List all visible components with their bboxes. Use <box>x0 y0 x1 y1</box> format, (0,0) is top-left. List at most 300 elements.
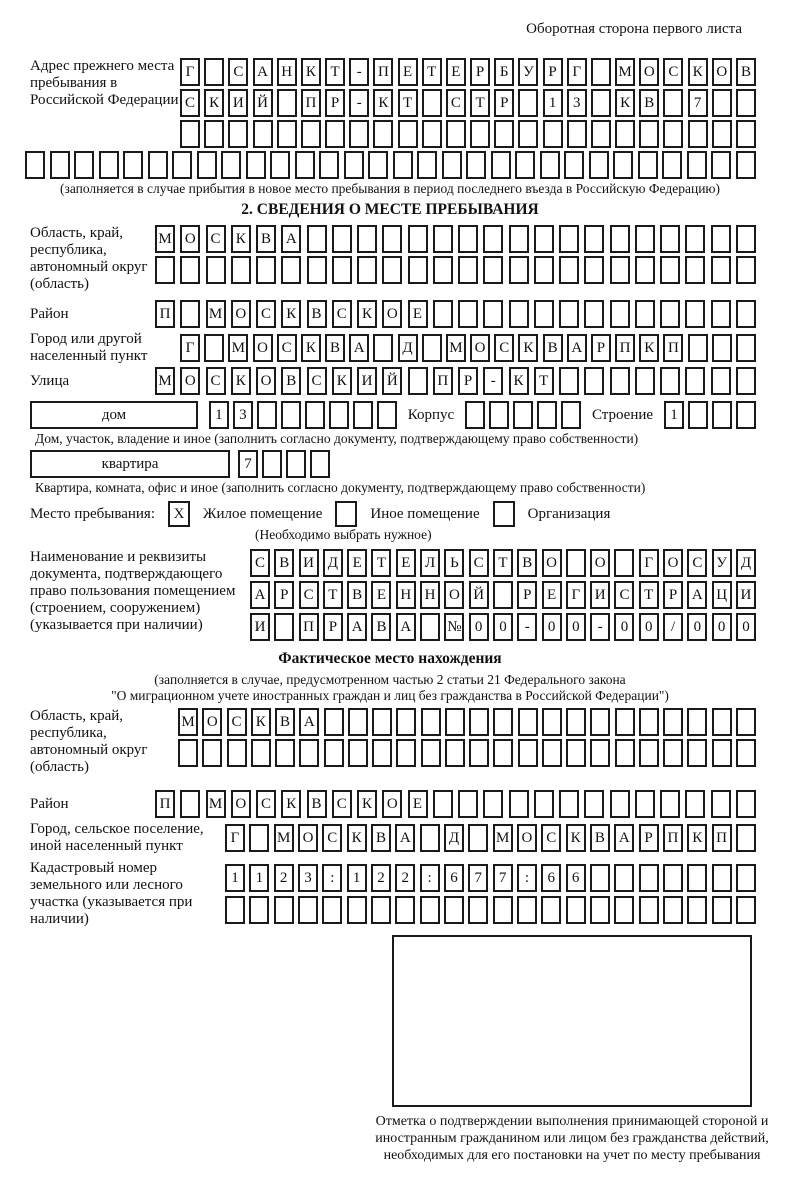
char-box <box>458 790 478 818</box>
actual-region-label: Область, край, республика, автономный округ (область) <box>30 708 148 775</box>
char-box <box>483 300 503 328</box>
char-box <box>518 120 538 148</box>
char-box: О <box>444 581 464 609</box>
char-box <box>433 256 453 284</box>
char-box <box>685 225 705 253</box>
char-box <box>493 896 513 924</box>
char-box: О <box>639 58 659 86</box>
char-box <box>687 151 707 179</box>
char-box <box>613 151 633 179</box>
char-box <box>534 225 554 253</box>
char-box <box>688 401 708 429</box>
char-box: А <box>614 824 634 852</box>
char-box <box>559 367 579 395</box>
char-box: М <box>155 367 175 395</box>
section2-title: 2. СВЕДЕНИЯ О МЕСТЕ ПРЕБЫВАНИЯ <box>241 201 539 218</box>
char-box <box>180 256 200 284</box>
char-box <box>204 120 224 148</box>
char-box <box>256 256 276 284</box>
char-box <box>324 739 344 767</box>
char-box: Р <box>458 367 478 395</box>
char-box <box>711 151 731 179</box>
char-box: Г <box>567 58 587 86</box>
char-box: Л <box>420 549 440 577</box>
char-box: К <box>357 790 377 818</box>
char-box: Д <box>398 334 418 362</box>
district-label: Район <box>30 305 69 322</box>
char-box: 3 <box>567 89 587 117</box>
char-box <box>465 401 485 429</box>
char-box: 6 <box>566 864 586 892</box>
stroenie-label: Строение <box>591 407 654 423</box>
char-box <box>518 739 538 767</box>
char-box <box>534 300 554 328</box>
char-box <box>635 300 655 328</box>
char-box <box>736 334 756 362</box>
document-row-1 <box>250 549 756 577</box>
char-box: И <box>228 89 248 117</box>
char-box: 1 <box>664 401 684 429</box>
char-box: Е <box>347 549 367 577</box>
char-box <box>348 739 368 767</box>
char-box <box>301 120 321 148</box>
char-box: С <box>687 549 707 577</box>
char-box <box>466 151 486 179</box>
char-box <box>253 120 273 148</box>
char-box <box>736 790 756 818</box>
char-box <box>228 120 248 148</box>
char-box: В <box>347 581 367 609</box>
char-box <box>442 151 462 179</box>
char-box: Е <box>542 581 562 609</box>
char-box: П <box>663 824 683 852</box>
confirmation-stamp-note: Отметка о подтверждении выполнения принимающей стороной и иностранным гражданином или лицом без гражданства действий, необходимых для его постановки на учет по месту пребывания <box>375 1114 769 1163</box>
char-box: Б <box>494 58 514 86</box>
char-box: К <box>357 300 377 328</box>
char-box <box>513 401 533 429</box>
char-box: О <box>202 708 222 736</box>
char-box <box>470 120 490 148</box>
char-box: С <box>256 300 276 328</box>
char-box: С <box>494 334 514 362</box>
char-box <box>396 739 416 767</box>
char-box <box>537 401 557 429</box>
stroenie-row <box>664 401 756 429</box>
char-box <box>483 256 503 284</box>
actual-district-label: Район <box>30 795 69 812</box>
char-box: А <box>281 225 301 253</box>
char-box: П <box>301 89 321 117</box>
char-box <box>444 896 464 924</box>
char-box: / <box>663 613 683 641</box>
char-box <box>332 225 352 253</box>
char-box: С <box>332 300 352 328</box>
char-box <box>564 151 584 179</box>
char-box <box>542 739 562 767</box>
char-box: 7 <box>688 89 708 117</box>
char-box <box>663 708 683 736</box>
char-box <box>373 120 393 148</box>
char-box <box>178 739 198 767</box>
char-box: О <box>231 790 251 818</box>
char-box: М <box>206 300 226 328</box>
char-box <box>206 256 226 284</box>
char-box <box>421 708 441 736</box>
char-box <box>736 401 756 429</box>
char-box <box>736 824 756 852</box>
char-box: С <box>299 581 319 609</box>
char-box <box>408 367 428 395</box>
char-box: Т <box>470 89 490 117</box>
char-box <box>614 896 634 924</box>
char-box: П <box>433 367 453 395</box>
char-box <box>685 367 705 395</box>
char-box <box>614 864 634 892</box>
actual-city-field <box>30 821 756 855</box>
char-box <box>687 864 707 892</box>
char-box <box>398 120 418 148</box>
char-box: С <box>322 824 342 852</box>
char-box: В <box>256 225 276 253</box>
char-box <box>736 225 756 253</box>
char-box: У <box>712 549 732 577</box>
char-box <box>180 120 200 148</box>
char-box: К <box>251 708 271 736</box>
char-box <box>639 120 659 148</box>
char-box <box>712 708 732 736</box>
apartment-cell-label: квартира <box>30 450 230 478</box>
prev-address-label: Адрес прежнего места пребывания в Российской Федерации <box>30 58 179 108</box>
char-box: С <box>250 549 270 577</box>
char-box: В <box>371 824 391 852</box>
char-box: - <box>517 613 537 641</box>
char-box <box>610 300 630 328</box>
char-box <box>231 256 251 284</box>
char-box <box>712 89 732 117</box>
char-box: С <box>206 225 226 253</box>
char-box <box>493 739 513 767</box>
house-number-row <box>209 401 397 429</box>
char-box: Е <box>408 300 428 328</box>
char-box <box>353 401 373 429</box>
char-box <box>566 708 586 736</box>
char-box <box>357 256 377 284</box>
char-box: В <box>590 824 610 852</box>
char-box <box>663 120 683 148</box>
char-box: Т <box>422 58 442 86</box>
char-box <box>660 225 680 253</box>
char-box: 7 <box>238 450 258 478</box>
region-label: Область, край, республика, автономный округ (область) <box>30 225 148 292</box>
char-box: 1 <box>225 864 245 892</box>
char-box <box>736 151 756 179</box>
char-box: О <box>663 549 683 577</box>
prev-address-row-3 <box>180 120 756 148</box>
char-box <box>249 896 269 924</box>
char-box: Р <box>517 581 537 609</box>
char-box <box>377 401 397 429</box>
char-box: К <box>518 334 538 362</box>
char-box <box>534 790 554 818</box>
char-box: 7 <box>493 864 513 892</box>
char-box <box>635 256 655 284</box>
char-box: С <box>227 708 247 736</box>
char-box <box>685 790 705 818</box>
actual-location-note-2: "О миграционном учете иностранных граждан и лиц без гражданства в Российской Федерации") <box>111 688 669 703</box>
char-box <box>422 120 442 148</box>
char-box: С <box>307 367 327 395</box>
char-box <box>148 151 168 179</box>
option-inoe-label: Иное помещение <box>370 505 480 522</box>
char-box <box>270 151 290 179</box>
char-box <box>610 256 630 284</box>
char-box <box>639 896 659 924</box>
char-box: О <box>470 334 490 362</box>
char-box <box>736 708 756 736</box>
char-box <box>299 739 319 767</box>
char-box <box>517 896 537 924</box>
char-box <box>225 896 245 924</box>
char-box: С <box>469 549 489 577</box>
cadastral-row-1 <box>225 864 756 892</box>
char-box <box>711 300 731 328</box>
stay-type-label: Место пребывания: <box>30 505 155 522</box>
char-box: Й <box>253 89 273 117</box>
char-box <box>712 334 732 362</box>
char-box: И <box>590 581 610 609</box>
char-box <box>322 896 342 924</box>
char-box: У <box>518 58 538 86</box>
char-box: Т <box>639 581 659 609</box>
city-field <box>30 331 756 365</box>
document-field <box>30 549 756 641</box>
char-box <box>567 120 587 148</box>
char-box: М <box>446 334 466 362</box>
document-row-2 <box>250 581 756 609</box>
char-box: Е <box>371 581 391 609</box>
char-box <box>509 225 529 253</box>
char-box <box>591 58 611 86</box>
char-box <box>468 896 488 924</box>
char-box <box>639 708 659 736</box>
char-box <box>246 151 266 179</box>
char-box: 0 <box>687 613 707 641</box>
char-box: П <box>712 824 732 852</box>
checkbox-organizaciya <box>493 501 515 527</box>
house-cell-label: дом <box>30 401 198 429</box>
char-box: О <box>180 225 200 253</box>
char-box <box>635 790 655 818</box>
char-box: В <box>275 708 295 736</box>
char-box: О <box>382 790 402 818</box>
char-box <box>638 151 658 179</box>
char-box: С <box>256 790 276 818</box>
char-box: Д <box>736 549 756 577</box>
char-box <box>373 334 393 362</box>
char-box <box>591 120 611 148</box>
char-box <box>446 120 466 148</box>
char-box <box>639 864 659 892</box>
char-box <box>712 401 732 429</box>
char-box <box>249 824 269 852</box>
char-box <box>736 300 756 328</box>
char-box <box>433 300 453 328</box>
char-box <box>561 401 581 429</box>
char-box <box>610 225 630 253</box>
char-box: В <box>639 89 659 117</box>
actual-district-field <box>30 790 756 818</box>
char-box: 0 <box>614 613 634 641</box>
char-box <box>257 401 277 429</box>
house-note: Дом, участок, владение и иное (заполнить согласно документу, подтверждающему право собственности) <box>35 431 639 446</box>
char-box <box>155 256 175 284</box>
char-box <box>433 225 453 253</box>
char-box: А <box>349 334 369 362</box>
street-label: Улица <box>30 372 70 389</box>
char-box: П <box>299 613 319 641</box>
char-box: М <box>228 334 248 362</box>
char-box <box>483 225 503 253</box>
char-box <box>712 739 732 767</box>
char-box: 2 <box>395 864 415 892</box>
char-box: В <box>281 367 301 395</box>
char-box <box>663 864 683 892</box>
char-box <box>736 367 756 395</box>
char-box: - <box>483 367 503 395</box>
char-box <box>172 151 192 179</box>
char-box: 0 <box>566 613 586 641</box>
char-box: П <box>663 334 683 362</box>
cadastral-label: Кадастровый номер земельного или лесного участка (указывается при наличии) <box>30 860 193 927</box>
char-box <box>319 151 339 179</box>
char-box: А <box>567 334 587 362</box>
char-box: Г <box>180 58 200 86</box>
char-box: О <box>180 367 200 395</box>
char-box <box>305 401 325 429</box>
region-field <box>30 225 756 293</box>
char-box <box>251 739 271 767</box>
char-box <box>371 896 391 924</box>
char-box <box>610 790 630 818</box>
char-box: 0 <box>639 613 659 641</box>
char-box: Т <box>371 549 391 577</box>
prev-address-field <box>30 58 756 148</box>
actual-city-label: Город, сельское поселение, иной населенный пункт <box>30 821 204 854</box>
char-box <box>688 334 708 362</box>
char-box: Е <box>396 549 416 577</box>
char-box <box>687 739 707 767</box>
char-box: Г <box>225 824 245 852</box>
char-box: Р <box>543 58 563 86</box>
char-box: И <box>736 581 756 609</box>
char-box <box>281 256 301 284</box>
char-box: Н <box>396 581 416 609</box>
char-box <box>393 151 413 179</box>
prev-address-row-4 <box>25 151 756 179</box>
char-box <box>295 151 315 179</box>
char-box <box>204 58 224 86</box>
char-box <box>635 367 655 395</box>
char-box: М <box>155 225 175 253</box>
char-box: : <box>517 864 537 892</box>
char-box <box>493 581 513 609</box>
char-box: О <box>231 300 251 328</box>
char-box <box>736 864 756 892</box>
char-box: К <box>301 334 321 362</box>
char-box: К <box>566 824 586 852</box>
char-box: 1 <box>543 89 563 117</box>
char-box: О <box>298 824 318 852</box>
prev-address-row-1 <box>180 58 756 86</box>
char-box <box>711 225 731 253</box>
char-box: М <box>178 708 198 736</box>
char-box: С <box>228 58 248 86</box>
char-box: 0 <box>736 613 756 641</box>
char-box <box>396 708 416 736</box>
char-box: К <box>509 367 529 395</box>
char-box: А <box>396 613 416 641</box>
char-box: О <box>590 549 610 577</box>
char-box: П <box>615 334 635 362</box>
char-box <box>540 151 560 179</box>
char-box: Т <box>493 549 513 577</box>
document-label: Наименование и реквизиты документа, подтверждающего право пользования помещением (строением, сооружением) (указывается при наличии) <box>30 549 236 633</box>
char-box: В <box>371 613 391 641</box>
char-box: С <box>614 581 634 609</box>
char-box <box>221 151 241 179</box>
char-box: О <box>712 58 732 86</box>
page-title: Оборотная сторона первого листа <box>526 21 742 37</box>
char-box <box>610 367 630 395</box>
char-box <box>347 896 367 924</box>
char-box <box>202 739 222 767</box>
char-box: 2 <box>371 864 391 892</box>
char-box <box>325 120 345 148</box>
char-box: 1 <box>249 864 269 892</box>
char-box <box>421 739 441 767</box>
char-box: Т <box>323 581 343 609</box>
option-zhiloe-label: Жилое помещение <box>203 505 323 522</box>
char-box <box>50 151 70 179</box>
char-box <box>542 708 562 736</box>
actual-district-row <box>155 790 756 818</box>
char-box <box>615 739 635 767</box>
char-box <box>408 225 428 253</box>
char-box <box>274 613 294 641</box>
char-box <box>197 151 217 179</box>
char-box: Р <box>323 613 343 641</box>
char-box: Т <box>325 58 345 86</box>
char-box <box>660 790 680 818</box>
char-box <box>660 367 680 395</box>
char-box: П <box>373 58 393 86</box>
char-box <box>307 225 327 253</box>
char-box <box>559 300 579 328</box>
char-box: О <box>517 824 537 852</box>
char-box <box>712 120 732 148</box>
char-box: Н <box>420 581 440 609</box>
char-box <box>559 225 579 253</box>
char-box <box>509 300 529 328</box>
char-box <box>515 151 535 179</box>
char-box <box>736 896 756 924</box>
char-box <box>25 151 45 179</box>
char-box: К <box>687 824 707 852</box>
char-box: 0 <box>493 613 513 641</box>
char-box: С <box>180 89 200 117</box>
char-box <box>348 708 368 736</box>
char-box <box>736 120 756 148</box>
